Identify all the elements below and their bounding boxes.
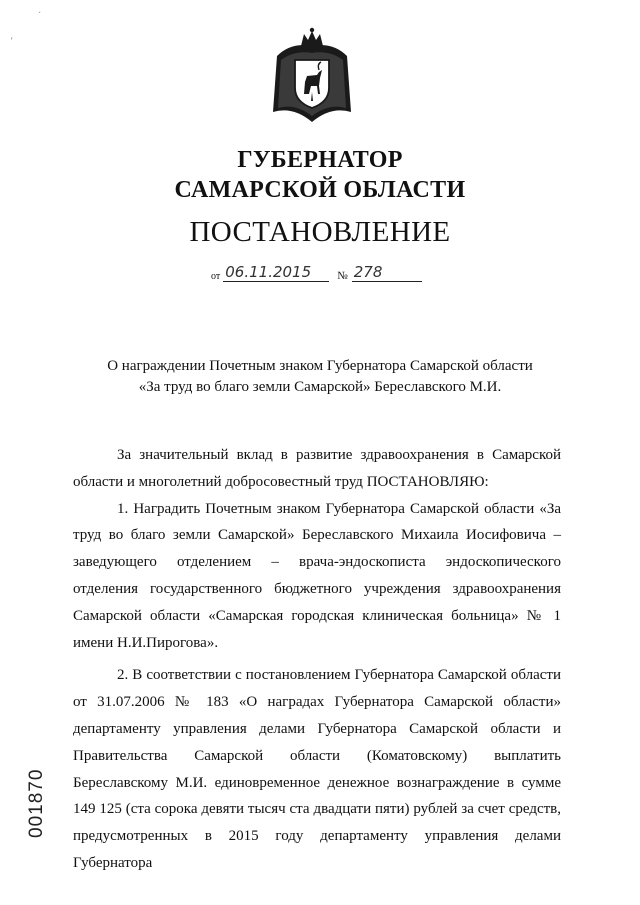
date-value: 06.11.2015 — [223, 263, 329, 282]
region-title: САМАРСКОЙ ОБЛАСТИ — [174, 177, 466, 203]
subject-line: «За труд во благо земли Самарской» Береславского М.И. — [138, 379, 502, 395]
body-item-2: 2. В соответствии с постановлением Губернатора Самарской области от 31.07.2006 № 183 «О наградах Губернатора Самарской области» департаменту управления делами Губернатора Самарской области и Правительства Самарской области (Коматовскому) выплатить Береславскому М.И. единовременное денежное вознаграждение в сумме 149 125 (ста сорока девяти тысяч ста двадцати пяти) рублей за счет средств, предусмотренных в 2015 году департаменту управления делами Губернатора — [73, 667, 561, 871]
number-value: 278 — [352, 263, 422, 282]
governor-title: ГУБЕРНАТОР — [237, 147, 403, 173]
body-intro: За значительный вклад в развитие здравоохранения в Самарской области и многолетний добросовестный труд ПОСТАНОВЛЯЮ: — [73, 447, 561, 490]
scan-mark: · — [38, 8, 42, 19]
subject-line: О награждении Почетным знаком Губернатора Самарской области — [107, 358, 533, 374]
samara-coat-of-arms-icon — [271, 26, 353, 126]
decree-title: ПОСТАНОВЛЕНИЕ — [189, 216, 451, 248]
side-registration-number: 001870 — [26, 768, 47, 838]
date-label: от — [211, 271, 221, 282]
decree-meta — [211, 262, 422, 282]
decree-body — [73, 442, 561, 877]
scan-mark: ʻ — [10, 36, 14, 47]
body-item-1: 1. Наградить Почетным знаком Губернатора Самарской области «За труд во благо земли Самарской» Береславского Михаила Иосифовича – заведующего отделением – врача-эндоскописта эндоскопического отделения государственного бюджетного учреждения здравоохранения Самарской области «Самарская городская клиническая больница» № 1 имени Н.И.Пирогова». — [73, 500, 561, 651]
number-label: № — [337, 270, 348, 282]
